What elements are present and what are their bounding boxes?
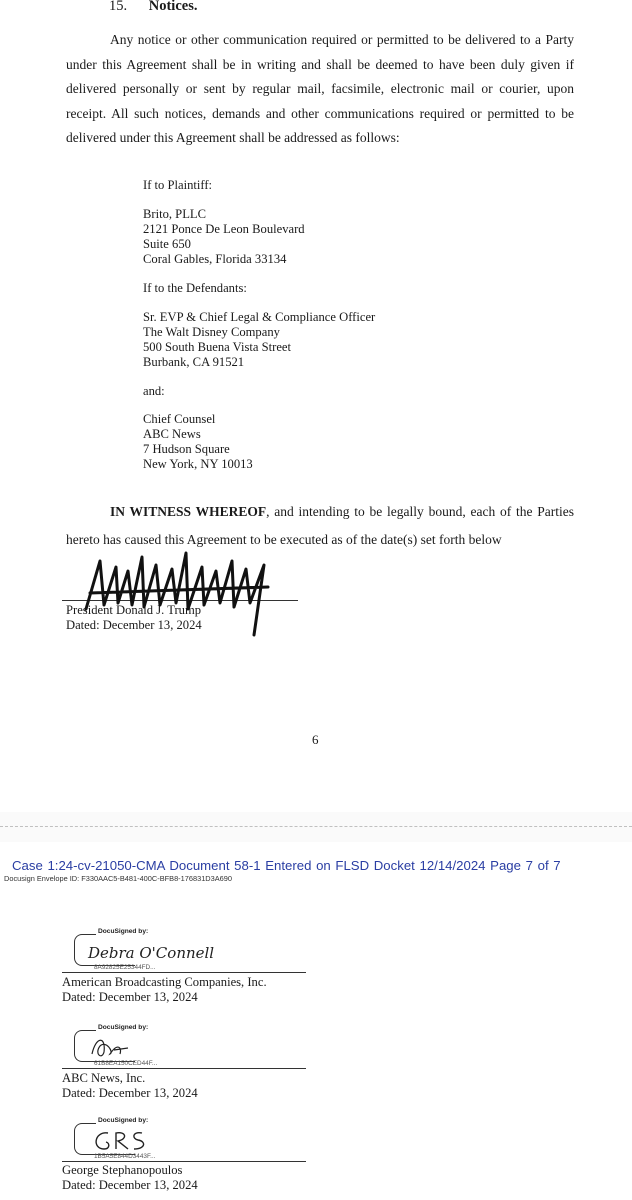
notices-paragraph: Any notice or other communication required or permitted to be delivered to a Party under this Agreement shall be in writing and shall be deemed to have been duly given if delivered personally or sent by regular mail, facsimile, electronic mail or courier, upon receipt. All such notices, demands and other communications required or permitted to be delivered under this Agreement shall be addressed as follows: (66, 32, 574, 146)
address-line: Sr. EVP & Chief Legal & Compliance Officer (143, 310, 376, 324)
section-number: 15. (109, 0, 128, 14)
signature-line (62, 1068, 306, 1069)
envelope-id: Docusign Envelope ID: F330AAC5-B481-400C-BFB8-176831D3A690 (4, 874, 233, 883)
address-line: 500 South Buena Vista Street (143, 340, 292, 354)
defendants-address-disney (143, 310, 375, 370)
plaintiff-label: If to Plaintiff: (143, 178, 213, 192)
address-line: Brito, PLLC (143, 207, 206, 221)
address-line: The Walt Disney Company (143, 325, 280, 339)
signature-text: Debra O'Connell (88, 944, 215, 962)
page-gap (0, 812, 632, 842)
address-line: Burbank, CA 91521 (143, 355, 245, 369)
signer-date: Dated: December 13, 2024 (62, 1086, 198, 1100)
signature-line (62, 1161, 306, 1162)
docusign-hash: 61B8EA150CED44F... (94, 1060, 158, 1067)
signer-date: Dated: December 13, 2024 (62, 1178, 198, 1192)
signer-entity: American Broadcasting Companies, Inc. (62, 975, 267, 989)
witness-bold: IN WITNESS WHEREOF (110, 504, 267, 519)
docusign-signature-icon (84, 936, 244, 966)
signer-entity: ABC News, Inc. (62, 1071, 146, 1085)
address-line: 2121 Ponce De Leon Boulevard (143, 222, 305, 236)
signer-entity-block (62, 975, 267, 1005)
witness-text: , and intending to be legally bound, each of the Parties hereto has caused this Agreement to be executed as of the date(s) set forth below (66, 504, 574, 547)
docusign-hash: 1B5A5E844D3443F... (94, 1153, 156, 1160)
address-line: Suite 650 (143, 237, 191, 251)
signer-date: Dated: December 13, 2024 (66, 618, 202, 632)
page-number: 6 (312, 732, 319, 747)
case-header: Case 1:24-cv-21050-CMA Document 58-1 Entered on FLSD Docket 12/14/2024 Page 7 of 7 (12, 858, 561, 873)
defendants-address-abc (143, 412, 253, 472)
docusign-label: DocuSigned by: (98, 928, 149, 935)
signer-entity-block (62, 1071, 198, 1101)
page-separator (0, 826, 632, 827)
and-label: and: (143, 384, 165, 398)
signer-name: President Donald J. Trump (66, 603, 202, 617)
signature-line (62, 972, 306, 973)
address-line: ABC News (143, 427, 201, 441)
section-title: Notices. (148, 0, 198, 14)
signer-entity-block (62, 1163, 198, 1193)
address-line: Chief Counsel (143, 412, 216, 426)
address-line: New York, NY 10013 (143, 457, 253, 471)
handwritten-signature-trump (78, 547, 298, 637)
docusign-label: DocuSigned by: (98, 1024, 149, 1031)
section-heading (109, 0, 197, 15)
docusign-hash: 8A92825E25344FD... (94, 964, 156, 971)
address-line: Coral Gables, Florida 33134 (143, 252, 287, 266)
signer-entity: George Stephanopoulos (62, 1163, 183, 1177)
docusign-signature-icon (84, 1032, 244, 1062)
defendants-label: If to the Defendants: (143, 281, 247, 295)
witness-clause (66, 498, 574, 554)
plaintiff-address (143, 207, 305, 267)
signer-date: Dated: December 13, 2024 (62, 990, 198, 1004)
docusign-signature-icon (84, 1125, 244, 1155)
docusign-label: DocuSigned by: (98, 1117, 149, 1124)
address-line: 7 Hudson Square (143, 442, 230, 456)
